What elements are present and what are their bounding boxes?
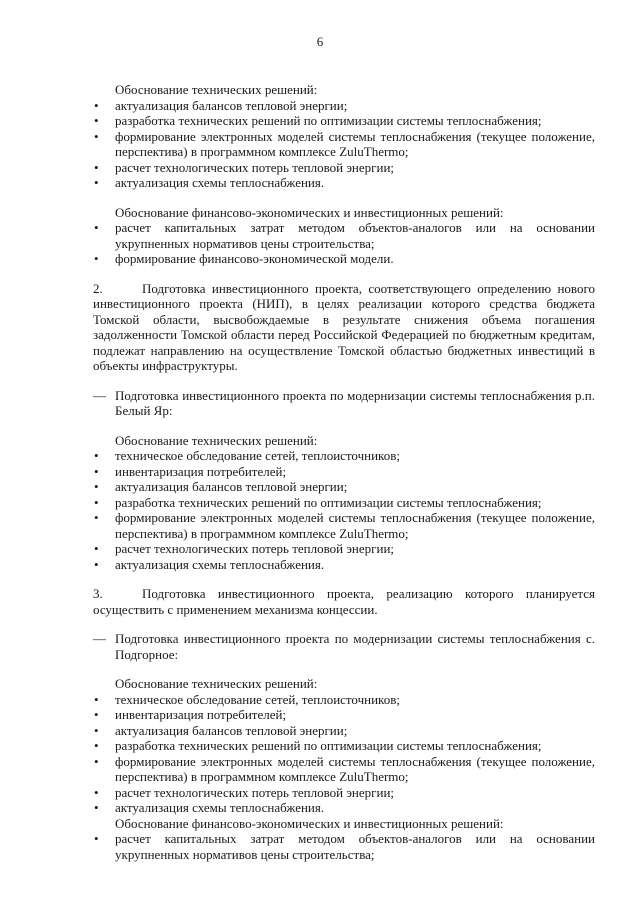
- bullet-icon: •: [94, 722, 99, 738]
- bullet-icon: •: [94, 556, 99, 572]
- list-item-text: формирование финансово-экономической модели.: [115, 251, 394, 266]
- bullet-icon: •: [94, 738, 99, 753]
- bullet-icon: •: [94, 463, 99, 479]
- bullet-icon: •: [94, 251, 99, 266]
- list-item-text: актуализация балансов тепловой энергии;: [115, 97, 348, 113]
- list-item-text: расчет технологических потерь тепловой энергии;: [115, 784, 395, 800]
- list-item: [93, 707, 595, 723]
- tech-heading: Обоснование технических решений:: [115, 676, 318, 691]
- list-item-text: актуализация схемы теплоснабжения.: [115, 175, 325, 190]
- paragraph-number: 3.: [93, 586, 103, 601]
- bullet-icon: •: [94, 448, 99, 463]
- list-item: [93, 723, 595, 739]
- list-item: [93, 800, 595, 816]
- bullet-icon: •: [94, 800, 99, 815]
- list-item: [93, 251, 595, 267]
- bullet-icon: •: [94, 753, 99, 769]
- numbered-paragraph: [93, 281, 595, 374]
- list-item-text: актуализация схемы теплоснабжения.: [115, 800, 325, 815]
- bullet-list: [93, 220, 595, 267]
- fin-heading: Обоснование финансово-экономических и инвестиционных решений:: [115, 815, 504, 831]
- project-title: [93, 631, 595, 662]
- list-item: [93, 692, 595, 708]
- bullet-icon: •: [94, 691, 99, 707]
- bullet-icon: •: [94, 479, 99, 494]
- list-item-text: инвентаризация потребителей;: [115, 707, 287, 722]
- project-title-text: Подготовка инвестиционного проекта по модернизации системы теплоснабжения р.п. Белый Яр:: [115, 387, 595, 418]
- bullet-icon: •: [94, 97, 99, 113]
- list-item: [93, 541, 595, 557]
- list-item: [93, 831, 595, 862]
- list-item: [93, 464, 595, 480]
- bullet-icon: •: [94, 175, 99, 190]
- dash-marker: —: [93, 631, 106, 646]
- bullet-icon: •: [94, 541, 99, 556]
- list-item-text: разработка технических решений по оптимизации системы теплоснабжения;: [115, 113, 542, 128]
- list-item-text: актуализация балансов тепловой энергии;: [115, 722, 348, 738]
- bullet-icon: •: [94, 831, 99, 846]
- bullet-list: [93, 692, 595, 816]
- list-item-text: формирование электронных моделей системы теплоснабжения (текущее положение, перспектива) в программном комплексе ZuluThermo;: [115, 753, 595, 784]
- bullet-list: [93, 831, 595, 862]
- list-item-text: актуализация балансов тепловой энергии;: [115, 479, 348, 494]
- list-item: [93, 754, 595, 785]
- list-item-text: расчет технологических потерь тепловой энергии;: [115, 159, 395, 175]
- list-item: [93, 510, 595, 541]
- tech-heading: Обоснование технических решений:: [115, 432, 318, 448]
- page-number: 6: [316, 34, 324, 49]
- project-title-text: Подготовка инвестиционного проекта по модернизации системы теплоснабжения с. Подгорное:: [115, 631, 595, 662]
- bullet-icon: •: [94, 159, 99, 175]
- list-item-text: формирование электронных моделей системы теплоснабжения (текущее положение, перспектива) в программном комплексе ZuluThermo;: [115, 128, 595, 159]
- list-item-text: расчет капитальных затрат методом объектов-аналогов или на основании укрупненных нормативов цены строительства;: [115, 220, 595, 251]
- numbered-paragraph: [93, 586, 595, 617]
- list-item: [93, 160, 595, 176]
- bullet-icon: •: [94, 784, 99, 800]
- document-body: [93, 82, 595, 862]
- list-item: [93, 738, 595, 754]
- bullet-icon: •: [94, 510, 99, 525]
- list-item-text: расчет капитальных затрат методом объектов-аналогов или на основании укрупненных нормативов цены строительства;: [115, 831, 595, 862]
- list-item-text: актуализация схемы теплоснабжения.: [115, 556, 325, 572]
- list-item: [93, 479, 595, 495]
- bullet-list: [93, 448, 595, 572]
- paragraph-text: Подготовка инвестиционного проекта, реализацию которого планируется осуществить с применением механизма концессии.: [93, 586, 595, 617]
- list-item: [93, 220, 595, 251]
- bullet-icon: •: [94, 128, 99, 144]
- bullet-icon: •: [94, 494, 99, 510]
- list-item-text: инвентаризация потребителей;: [115, 463, 287, 479]
- list-item: [93, 557, 595, 573]
- bullet-list: [93, 98, 595, 191]
- fin-heading: Обоснование финансово-экономических и инвестиционных решений:: [115, 204, 504, 220]
- list-item: [93, 448, 595, 464]
- bullet-icon: •: [94, 220, 99, 235]
- list-item-text: техническое обследование сетей, теплоисточников;: [115, 691, 400, 707]
- list-item: [93, 98, 595, 114]
- list-item: [93, 785, 595, 801]
- list-item-text: техническое обследование сетей, теплоисточников;: [115, 448, 400, 463]
- paragraph-number: 2.: [93, 280, 103, 296]
- paragraph-text: Подготовка инвестиционного проекта, соответствующего определению нового инвестиционного проекта (НИП), в целях реализации которого средства бюджета Томской области, высвобождаемые в результате снижения объема погашения задолженности Томской области перед Российской Федерацией по бюджетным кредитам, подлежат направлению на осуществление Томской областью бюджетных инвестиций в объекты инфраструктуры.: [93, 280, 595, 373]
- list-item: [93, 175, 595, 191]
- list-item: [93, 129, 595, 160]
- list-item-text: разработка технических решений по оптимизации системы теплоснабжения;: [115, 738, 542, 753]
- list-item: [93, 495, 595, 511]
- project-title: [93, 388, 595, 419]
- list-item-text: разработка технических решений по оптимизации системы теплоснабжения;: [115, 494, 542, 510]
- list-item-text: расчет технологических потерь тепловой энергии;: [115, 541, 395, 556]
- tech-heading: Обоснование технических решений:: [115, 82, 318, 97]
- dash-marker: —: [93, 387, 106, 403]
- list-item-text: формирование электронных моделей системы теплоснабжения (текущее положение, перспектива) в программном комплексе ZuluThermo;: [115, 510, 595, 541]
- list-item: [93, 113, 595, 129]
- bullet-icon: •: [94, 113, 99, 128]
- bullet-icon: •: [94, 707, 99, 722]
